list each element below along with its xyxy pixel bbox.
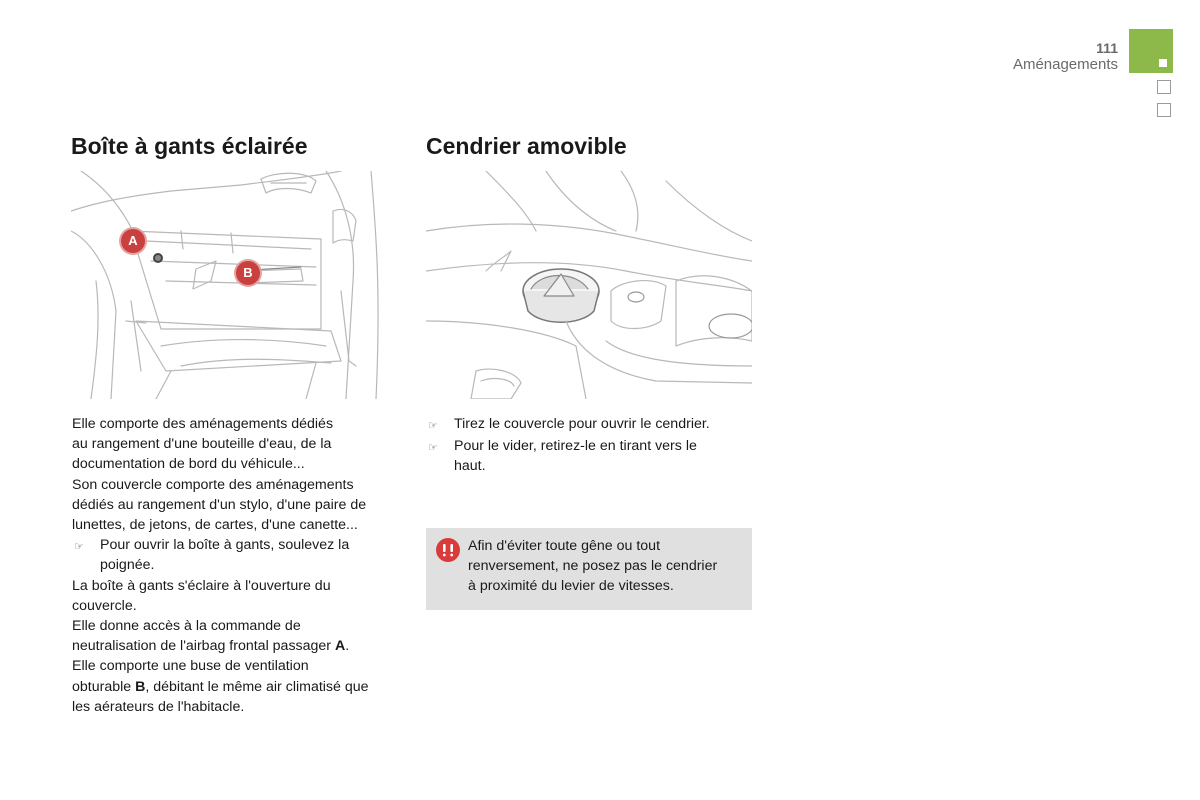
bullet-line: Pour le vider, retirez-le en tirant vers le — [454, 438, 697, 455]
callout-a: A — [121, 229, 145, 253]
pointing-hand-icon: ☞ — [428, 420, 438, 432]
text-line: Elle donne accès à la commande de — [72, 618, 301, 635]
chapter-tab-box — [1157, 80, 1171, 94]
glove-box-description — [72, 414, 402, 717]
warning-box — [426, 528, 752, 610]
text-line: La boîte à gants s'éclaire à l'ouverture du — [72, 577, 331, 594]
glove-box-illustration — [71, 171, 397, 399]
bullet-line: Pour ouvrir la boîte à gants, soulevez la — [100, 537, 350, 554]
text-line: Son couvercle comporte des aménagements — [72, 476, 354, 493]
text-line-vent: obturable B, débitant le même air climatisé que — [72, 678, 369, 695]
bullet-empty-ashtray — [426, 436, 756, 476]
warning-line: renversement, ne posez pas le cendrier — [468, 558, 718, 575]
chapter-tab-marker — [1129, 29, 1173, 73]
warning-line: Afin d'éviter toute gêne ou tout — [468, 538, 661, 554]
bullet-line: Tirez le couvercle pour ouvrir le cendrier. — [454, 416, 710, 432]
text-line: couvercle. — [72, 597, 137, 614]
pointing-hand-icon: ☞ — [428, 442, 438, 455]
reference-a: A — [334, 638, 346, 655]
section-title-ashtray: Cendrier amovible — [426, 133, 627, 159]
text-line: les aérateurs de l'habitacle. — [72, 698, 245, 715]
callout-a-knob — [153, 253, 163, 263]
warning-icon — [436, 538, 460, 562]
section-title-glove-box: Boîte à gants éclairée — [71, 133, 308, 159]
ashtray-instructions — [426, 414, 756, 477]
bullet-open-ashtray — [426, 414, 756, 436]
text-line: lunettes, de jetons, de cartes, d'une canette... — [72, 517, 358, 534]
bullet-open-glove-box — [72, 535, 402, 575]
text-line: Elle comporte des aménagements dédiés — [72, 416, 334, 432]
ashtray-illustration — [426, 171, 752, 399]
chapter-tab-dot — [1159, 59, 1167, 67]
text-line: documentation de bord du véhicule... — [72, 456, 305, 473]
page-header — [1013, 40, 1118, 74]
callout-b: B — [236, 261, 260, 285]
chapter-tab-box — [1157, 103, 1171, 117]
page-number: 111 — [1096, 40, 1118, 56]
text-line-airbag: neutralisation de l'airbag frontal passager A. — [72, 638, 350, 655]
text-line: au rangement d'une bouteille d'eau, de la — [72, 436, 332, 453]
reference-b: B — [135, 678, 146, 695]
text-line: Elle comporte une buse de ventilation — [72, 658, 309, 675]
warning-text — [468, 536, 748, 597]
section-name: Aménagements — [1012, 56, 1118, 73]
warning-line: à proximité du levier de vitesses. — [468, 578, 674, 595]
bullet-line: poignée. — [100, 557, 155, 574]
text-line: dédiés au rangement d'un stylo, d'une paire de — [72, 496, 367, 513]
bullet-line: haut. — [454, 458, 486, 475]
pointing-hand-icon: ☞ — [74, 541, 84, 554]
